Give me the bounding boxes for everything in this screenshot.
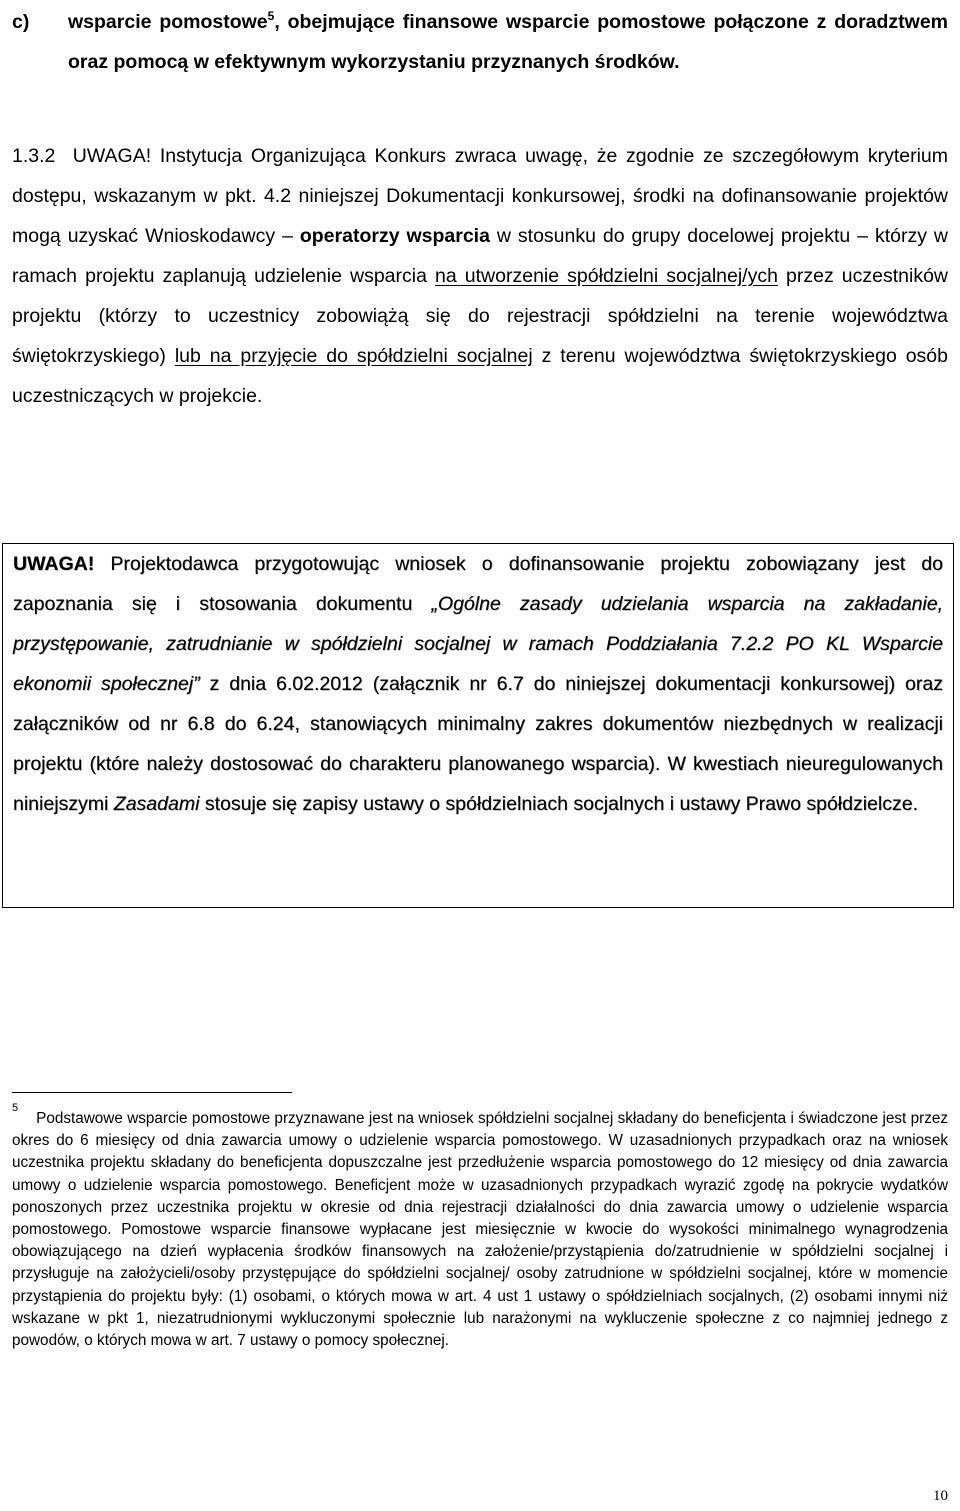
note-text-4: z terenu województwa świętokrzyskiego osób uczestniczących w projekcie. — [12, 345, 948, 407]
note-underlined-text-2: lub na przyjęcie do spółdzielni socjalnej — [174, 345, 533, 367]
item-c-text-a: wsparcie pomostowe — [68, 11, 268, 33]
note-text-1: Instytucja Organizująca Konkurs zwraca uwagę, że zgodnie ze szczegółowym kryterium dostępu, wskazanym w pkt. 4.2 niniejszej Dokumentacji konkursowej, środki na dofinansowanie projektów mogą uzyskać Wnioskodawcy – — [12, 145, 948, 247]
warning-text-1: Projektodawca przygotowując wniosek o dofinansowanie projektu zobowiązany jest do zapoznania się i stosowania dokumentu — [13, 553, 943, 615]
note-bold-text: operatorzy wsparcia — [299, 225, 490, 247]
section-1-3-2 — [12, 136, 948, 416]
page-number: 10 — [933, 1488, 948, 1504]
note-text-2: w stosunku do grupy docelowej projektu – którzy w ramach projektu zaplanują udzielenie wsparcia — [12, 225, 948, 287]
footnote-5 — [12, 1102, 948, 1352]
warning-lead: UWAGA! — [13, 553, 95, 575]
note-lead: UWAGA! — [72, 145, 152, 167]
section-number: 1.3.2 — [12, 145, 56, 167]
note-text-3: przez uczestników projektu (którzy to uczestnicy zobowiążą się do rejestracji spółdzielni na terenie województwa świętokrzyskiego) — [12, 265, 949, 367]
warning-text-2: z dnia 6.02.2012 (załącznik nr 6.7 do niniejszej dokumentacji konkursowej) oraz załączników od nr 6.8 do 6.24, stanowiących minimalny zakres dokumentów niezbędnych w realizacji projektu (które należy dostosować do charakteru planowanego wsparcia). W kwestiach nieuregulowanych niniejszymi — [13, 673, 943, 815]
footnote-reference: 5 — [267, 9, 275, 23]
note-underlined-text-1: na utworzenie spółdzielni socjalnej/ych — [435, 265, 778, 287]
list-item-text — [68, 2, 948, 82]
warning-text-3: stosuje się zapisy ustawy o spółdzielniach socjalnych i ustawy Prawo spółdzielcze. — [204, 793, 918, 815]
warning-box — [2, 543, 954, 908]
footnote-separator — [12, 1092, 292, 1093]
item-c-text-b: , obejmujące finansowe wsparcie pomostowe połączone z doradztwem oraz pomocą w efektywnym wykorzystaniu przyznanych środków. — [68, 11, 949, 73]
list-item-c — [12, 2, 948, 82]
list-item-label: c) — [12, 11, 30, 33]
footnote-number: 5 — [12, 1102, 19, 1114]
footnote-text: Podstawowe wsparcie pomostowe przyznawane jest na wniosek spółdzielni socjalnej składany do beneficjenta i świadczone jest przez okres do 6 miesięcy od dnia zawarcia umowy o udzielenie wsparcia pomostowego. W uzasadnionych przypadkach oraz na wniosek uczestnika projektu składany do beneficjenta dopuszczalne jest przedłużenie wsparcia pomostowego do 12 miesięcy od dnia zawarcia umowy o udzielenie wsparcia pomostowego. Beneficjent może w uzasadnionych przypadkach wyrazić zgodę na pokrycie wydatków ponoszonych przez uczestnika projektu w okresie od dnia rejestracji działalności do dnia zawarcia umowy o udzielenie wsparcia pomostowego. Pomostowe wsparcie finansowe wypłacane jest miesięcznie w kwocie do wysokości minimalnego wynagrodzenia obowiązującego na dzień wypłacenia środków finansowych na założenie/przystąpienia do/zatrudnienie w spółdzielni socjalnej i przysługuje na założycieli/osoby przystępujące do spółdzielni socjalnej/ osoby zatrudnione w spółdzielni socjalnej, które w momencie przystąpienia do projektu były: (1) osobami, o których mowa w art. 4 ust 1 ustawy o spółdzielniach socjalnych, (2) osobami innymi niż wskazane w pkt 1, niezatrudnionymi wykluczonymi społecznie lub narażonymi na wykluczenie społeczne z co najmniej jednego z powodów, o których mowa w art. 7 ustawy o pomocy społecznej. — [12, 1110, 948, 1350]
rules-reference: Zasadami — [113, 793, 200, 815]
document-title: „Ogólne zasady udzielania wsparcia na zakładanie, przystępowanie, zatrudnianie w spółdzielni socjalnej w ramach Poddziałania 7.2.2 PO KL Wsparcie ekonomii społecznej” — [13, 593, 944, 695]
